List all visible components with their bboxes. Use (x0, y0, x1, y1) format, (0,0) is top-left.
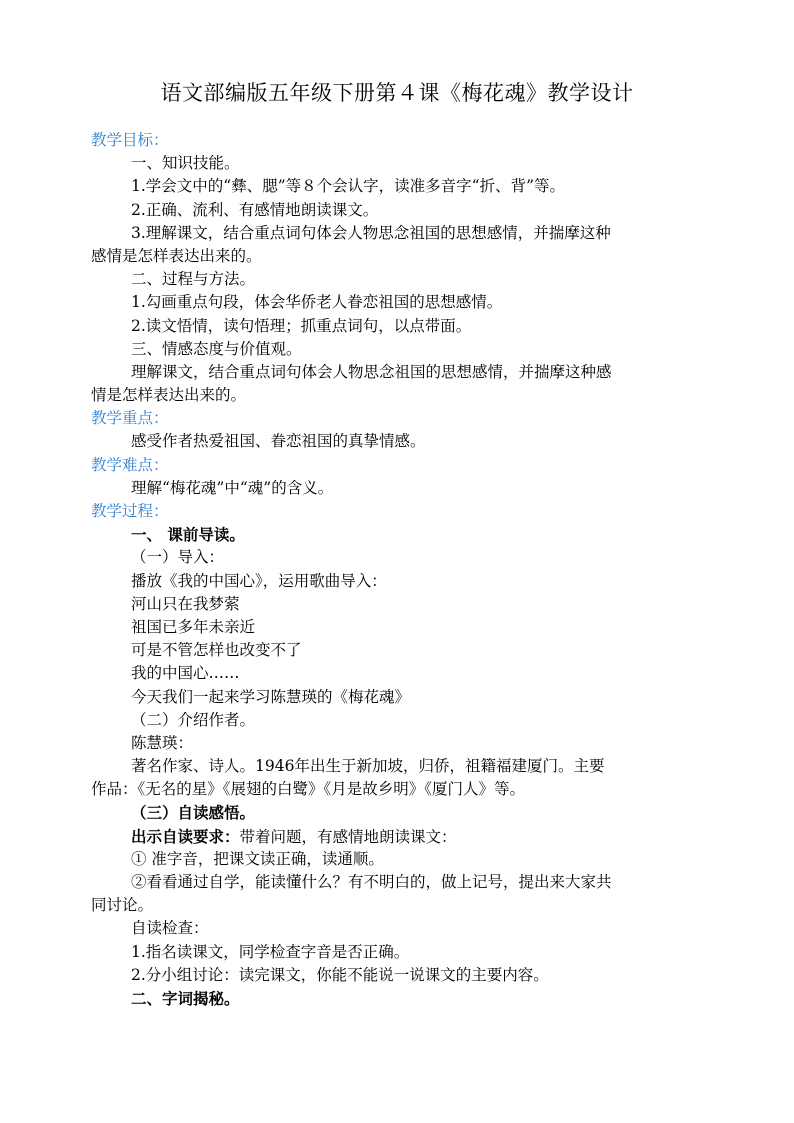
paragraph-line: 2.正确、流利、有感情地朗读课文。 (131, 200, 379, 219)
paragraph-line: 理解“梅花魂”中“魂”的含义。 (131, 478, 334, 497)
paragraph-line: 理解课文，结合重点词句体会人物思念祖国的思想感情，并揣摩这种感 (131, 362, 612, 381)
paragraph-line (91, 825, 711, 848)
document-body (91, 129, 711, 1010)
paragraph-line: 1.指名读课文，同学检查字音是否正确。 (131, 942, 410, 961)
paragraph-line: 感情是怎样表达出来的。 (91, 246, 262, 265)
paragraph-line: 2.分小组讨论：读完课文，你能不能说一说课文的主要内容。 (131, 965, 549, 984)
document-title: 语文部编版五年级下册第４课《梅花魂》教学设计 (160, 81, 634, 105)
paragraph-line: 今天我们一起来学习陈慧瑛的《梅花魂》 (131, 687, 411, 706)
section-heading: 教学难点： (91, 455, 169, 474)
paragraph-line: ②看看通过自学，能读懂什么？有不明白的，做上记号，提出来大家共 (131, 873, 612, 891)
paragraph-line: ① 准字音，把课文读正确，读通顺。 (131, 849, 384, 868)
paragraph-line: 著名作家、诗人。1946年出生于新加坡，归侨，祖籍福建厦门。主要 (131, 757, 605, 776)
paragraph-line: 二、字词揭秘。 (131, 988, 240, 1008)
paragraph-line: 祖国已多年未亲近 (131, 617, 256, 636)
paragraph-line: 三、情感态度与价值观。 (131, 339, 302, 358)
section-heading: 教学过程： (91, 502, 169, 520)
section-heading: 教学目标： (91, 131, 169, 149)
paragraph-line: 可是不管怎样也改变不了 (131, 641, 302, 660)
paragraph-line: （二）介绍作者。 (131, 710, 256, 729)
section-heading: 教学重点： (91, 409, 169, 428)
paragraph-line: 我的中国心…… (131, 664, 240, 683)
paragraph-line: 自读检查： (131, 919, 209, 938)
paragraph-line: 陈慧瑛： (131, 733, 194, 752)
paragraph-line: 情是怎样表达出来的。 (91, 386, 247, 405)
paragraph-line: （一）导入： (131, 548, 225, 567)
paragraph-line: 二、过程与方法。 (131, 270, 256, 289)
bold-prefix: 出示自读要求： (131, 826, 240, 846)
paragraph-line: （三）自读感悟。 (131, 803, 256, 823)
paragraph-line: 同讨论。 (91, 896, 154, 915)
paragraph-line: 河山只在我梦萦 (131, 594, 240, 613)
paragraph-line: 1.学会文中的“彝、腮”等８个会认字，读准多音字“折、背”等。 (131, 177, 565, 196)
paragraph-line: 3.理解课文，结合重点词句体会人物思念祖国的思想感情，并揣摩这种 (131, 223, 611, 242)
paragraph-line: 2.读文悟情，读句悟理；抓重点词句，以点带面。 (131, 316, 472, 335)
paragraph-line: 一、知识技能。 (131, 154, 240, 173)
paragraph-line: 1.勾画重点句段，体会华侨老人眷恋祖国的思想感情。 (131, 293, 503, 312)
paragraph-line: 播放《我的中国心》，运用歌曲导入： (131, 571, 387, 590)
paragraph-line: 作品：《无名的星》《展翅的白鹭》《月是故乡明》《厦门人》等。 (91, 780, 526, 799)
paragraph-line: 一、 课前导读。 (131, 525, 245, 545)
line-rest: 带着问题，有感情地朗读课文： (239, 827, 457, 846)
paragraph-line: 感受作者热爱祖国、眷恋祖国的真挚情感。 (131, 432, 426, 451)
